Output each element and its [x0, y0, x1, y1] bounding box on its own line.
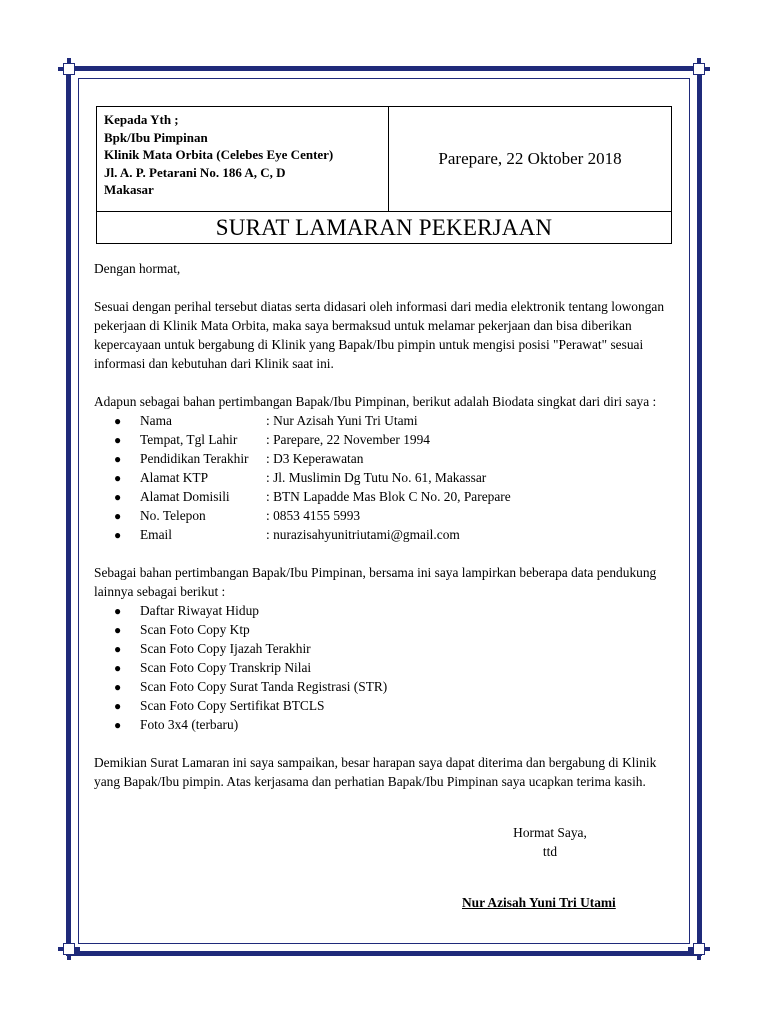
- list-item: [94, 506, 674, 525]
- bullet-icon: ●: [114, 718, 122, 732]
- attachment-item: Scan Foto Copy Ijazah Terakhir: [140, 641, 311, 656]
- list-item: [94, 601, 674, 620]
- addressee-line: Makasar: [104, 182, 154, 198]
- bullet-icon: ●: [114, 452, 122, 466]
- list-item: [94, 468, 674, 487]
- addressee-line: Klinik Mata Orbita (Celebes Eye Center): [104, 147, 334, 163]
- bullet-icon: ●: [114, 528, 122, 542]
- list-item: [94, 620, 674, 639]
- header-top-row: [97, 107, 671, 212]
- paragraph-intro: Sesuai dengan perihal tersebut diatas serta didasari oleh informasi dari media elektronik tentang lowongan pekerjaan di Klinik Mata Orbita, maka saya bermaksud untuk melamar pekerjaan dan bisa diberikan kepercayaan untuk bergabung di Klinik yang Bapak/Ibu pimpin untuk mengisi posisi "Perawat" sesuai informasi dan kebutuhan dari Klinik saat ini.: [94, 299, 665, 371]
- closing-salutation: Hormat Saya,: [513, 825, 587, 840]
- biodata-label: Tempat, Tgl Lahir: [140, 432, 238, 447]
- paragraph-attachments-intro: Sebagai bahan pertimbangan Bapak/Ibu Pimpinan, bersama ini saya lampirkan beberapa data pendukung lainnya sebagai berikut :: [94, 565, 657, 599]
- bullet-icon: ●: [114, 490, 122, 504]
- list-item: [94, 525, 674, 544]
- biodata-label: Alamat Domisili: [140, 489, 230, 504]
- bullet-icon: ●: [114, 661, 122, 675]
- letter-body: [94, 259, 674, 791]
- bullet-icon: ●: [114, 471, 122, 485]
- bullet-icon: ●: [114, 509, 122, 523]
- biodata-label: Alamat KTP: [140, 470, 209, 485]
- list-item: [94, 696, 674, 715]
- biodata-label: Email: [140, 527, 172, 542]
- paragraph-biodata-intro: Adapun sebagai bahan pertimbangan Bapak/Ibu Pimpinan, berikut adalah Biodata singkat dari diri saya :: [94, 394, 657, 409]
- biodata-value: : D3 Keperawatan: [266, 451, 364, 466]
- bullet-icon: ●: [114, 623, 122, 637]
- attachment-item: Foto 3x4 (terbaru): [140, 717, 239, 732]
- biodata-value: : 0853 4155 5993: [266, 508, 361, 523]
- biodata-value: : Parepare, 22 November 1994: [266, 432, 430, 447]
- letter-header-table: [96, 106, 672, 244]
- bullet-icon: ●: [114, 642, 122, 656]
- biodata-value: : Nur Azisah Yuni Tri Utami: [266, 413, 418, 428]
- biodata-value: : nurazisahyunitriutami@gmail.com: [266, 527, 460, 542]
- list-item: [94, 430, 674, 449]
- attachment-item: Scan Foto Copy Surat Tanda Registrasi (STR): [140, 679, 388, 694]
- signer-name: Nur Azisah Yuni Tri Utami: [462, 895, 616, 910]
- biodata-list: [94, 411, 674, 544]
- letter-date: Parepare, 22 Oktober 2018: [438, 149, 622, 168]
- bullet-icon: ●: [114, 433, 122, 447]
- biodata-value: : Jl. Muslimin Dg Tutu No. 61, Makassar: [266, 470, 487, 485]
- addressee-line: Kepada Yth ;: [104, 112, 179, 127]
- addressee-line: Bpk/Ibu Pimpinan: [104, 129, 208, 145]
- biodata-label: No. Telepon: [140, 508, 206, 523]
- biodata-label: Pendidikan Terakhir: [140, 451, 249, 466]
- addressee-line: Jl. A. P. Petarani No. 186 A, C, D: [104, 164, 286, 180]
- greeting: Dengan hormat,: [94, 261, 181, 276]
- signature-mark: ttd: [542, 844, 558, 859]
- letter-title: SURAT LAMARAN PEKERJAAN: [215, 215, 553, 240]
- list-item: [94, 487, 674, 506]
- list-item: [94, 658, 674, 677]
- bullet-icon: ●: [114, 414, 122, 428]
- attachment-item: Scan Foto Copy Transkrip Nilai: [140, 660, 312, 675]
- attachment-item: Daftar Riwayat Hidup: [140, 603, 259, 618]
- list-item: [94, 449, 674, 468]
- bullet-icon: ●: [114, 680, 122, 694]
- list-item: [94, 639, 674, 658]
- paragraph-closing: Demikian Surat Lamaran ini saya sampaikan, besar harapan saya dapat diterima dan bergabung di Klinik yang Bapak/Ibu pimpin. Atas kerjasama dan perhatian Bapak/Ibu Pimpinan saya ucapkan terima kasih.: [94, 755, 657, 789]
- border-corner-ornament-icon: [688, 58, 710, 80]
- addressee-block: [97, 107, 389, 211]
- border-corner-ornament-icon: [688, 938, 710, 960]
- biodata-value: : BTN Lapadde Mas Blok C No. 20, Parepare: [266, 489, 511, 504]
- bullet-icon: ●: [114, 604, 122, 618]
- list-item: [94, 677, 674, 696]
- border-corner-ornament-icon: [58, 58, 80, 80]
- list-item: [94, 715, 674, 734]
- attachment-list: [94, 601, 674, 734]
- biodata-label: Nama: [140, 413, 172, 428]
- bullet-icon: ●: [114, 699, 122, 713]
- border-corner-ornament-icon: [58, 938, 80, 960]
- attachment-item: Scan Foto Copy Sertifikat BTCLS: [140, 698, 325, 713]
- attachment-item: Scan Foto Copy Ktp: [140, 622, 250, 637]
- list-item: [94, 411, 674, 430]
